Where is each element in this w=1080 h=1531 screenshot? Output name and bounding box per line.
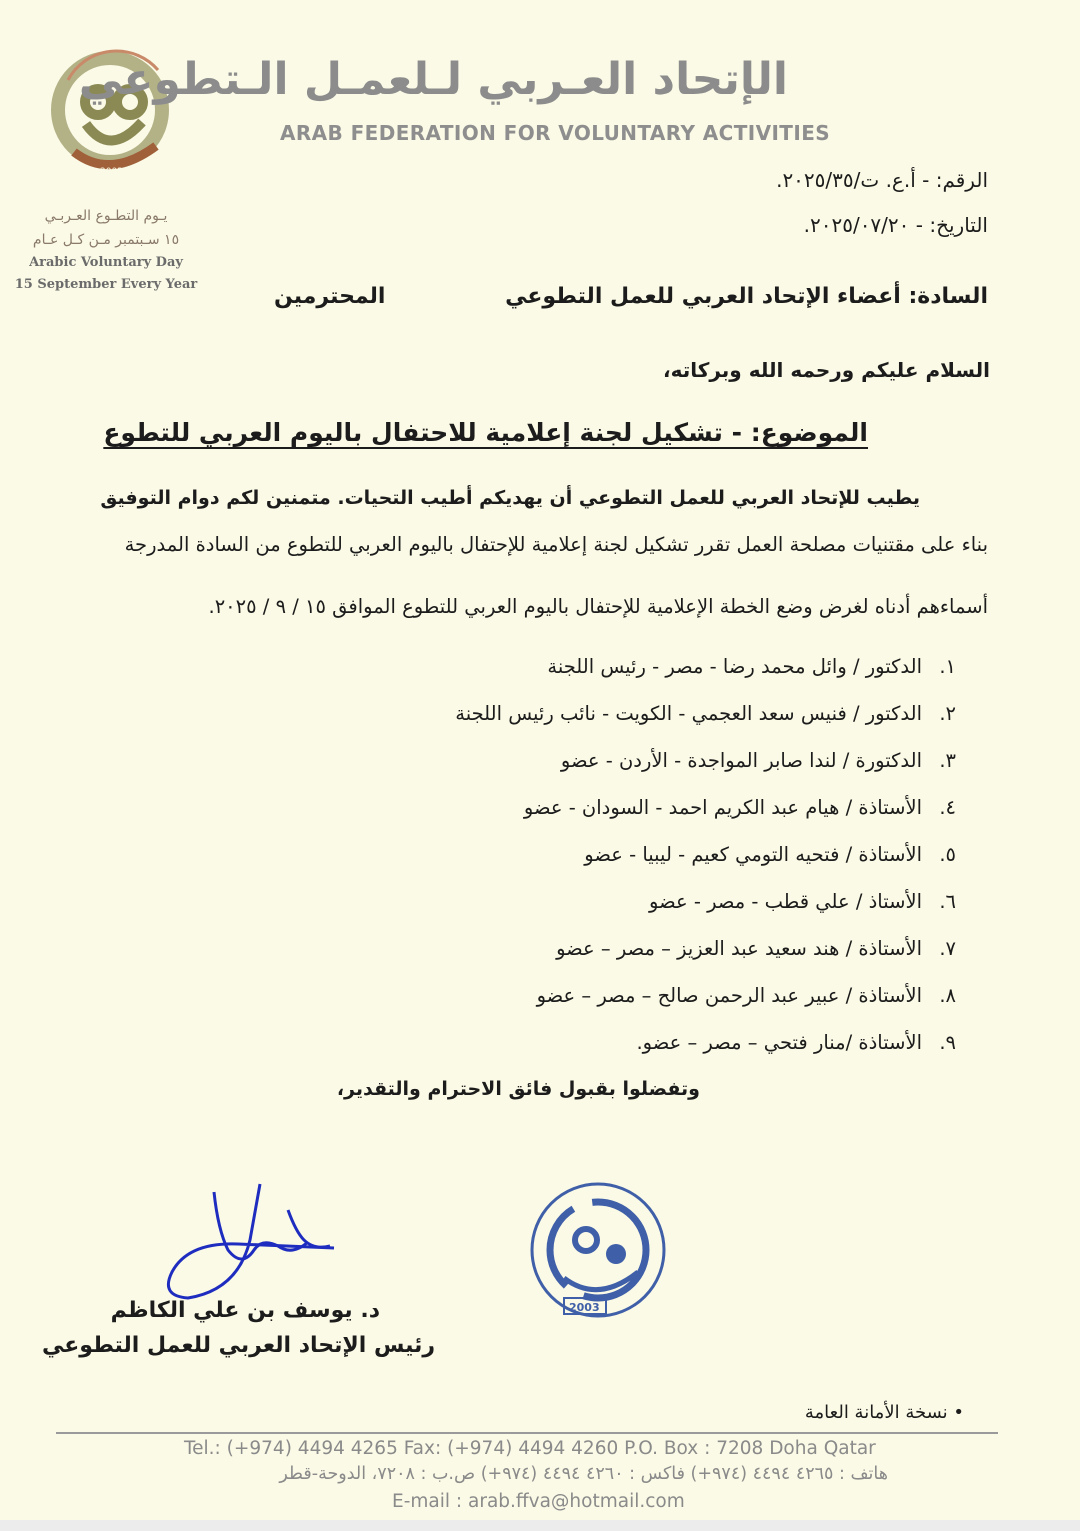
list-item-text: الأستاذة / هند سعيد عبد العزيز – مصر – عضو [556,937,922,960]
org-name-english: ARAB FEDERATION FOR VOLUNTARY ACTIVITIES [280,121,831,145]
handwritten-signature [158,1180,348,1310]
list-item [256,796,956,843]
org-name-arabic: الإتحاد العـربي لـلعمـل الـتطوعي [78,54,788,105]
honorific: المحترمين [274,284,386,309]
list-item-number: ٢. [939,702,956,725]
svg-text:2003: 2003 [569,1301,600,1314]
reference-number: الرقم: - أ.ع. ت/٢٠٢٥/٣٥. [776,168,988,192]
list-item [256,984,956,1031]
intro-line: يطيب للإتحاد العربي للعمل التطوعي أن يهديكم أطيب التحيات. متمنين لكم دوام التوفيق [100,487,920,509]
list-item-number: ٦. [939,890,956,913]
footer-contact-english: Tel.: (+974) 4494 4265 Fax: (+974) 4494 4260 P.O. Box : 7208 Doha Qatar [184,1438,876,1459]
body-paragraph-line1: بناء على مقتنيات مصلحة العمل تقرر تشكيل لجنة إعلامية للإحتفال باليوم العربي للتطوع من السادة المدرجة [124,533,988,556]
list-item-text: الدكتور / فنيس سعد العجمي - الكويت - نائب رئيس اللجنة [455,702,922,725]
list-item [256,655,956,702]
signer-name: د. يوسف بن علي الكاظم [110,1298,380,1323]
list-item [256,702,956,749]
list-item-number: ٩. [939,1031,956,1054]
signer-title: رئيس الإتحاد العربي للعمل التطوعي [42,1333,435,1358]
list-item [256,937,956,984]
subject-line: الموضوع: - تشكيل لجنة إعلامية للاحتفال باليوم العربي للتطوع [103,418,868,447]
list-item-text: الدكتورة / لندا صابر المواجدة - الأردن - عضو [560,749,922,772]
voluntary-day-ar-line2: ١٥ سـبتمبر مـن كـل عـام [32,232,180,248]
list-item-number: ٨. [939,984,956,1007]
svg-text:2003: 2003 [100,167,123,177]
list-item-number: ٧. [939,937,956,960]
list-item-text: الأستاذة / هيام عبد الكريم احمد - السودان - عضو [523,796,922,819]
voluntary-day-ar-line1: يـوم التطـوع العـربـي [44,208,168,224]
copy-to-note: • نسخة الأمانة العامة [804,1402,964,1423]
list-item-number: ١. [939,655,956,678]
body-paragraph-line2: أسماءهم أدناه لغرض وضع الخطة الإعلامية للإحتفال باليوم العربي للتطوع الموافق ١٥ / ٩ / ٢٠٢٥. [208,595,988,618]
voluntary-day-box [10,204,202,296]
closing-line: وتفضلوا بقبول فائق الاحترام والتقدير، [336,1078,700,1100]
addressee: السادة: أعضاء الإتحاد العربي للعمل التطوعي [505,284,988,309]
committee-members-list [256,655,956,1078]
footer-divider [56,1432,998,1434]
list-item [256,749,956,796]
official-stamp [518,1168,678,1333]
page-bottom-edge [0,1520,1080,1531]
list-item-text: الأستاذ / علي قطب - مصر - عضو [649,890,922,913]
list-item [256,890,956,937]
greeting: السلام عليكم ورحمه الله وبركاته، [662,358,990,382]
footer-contact-arabic: هاتف : ٤٢٦٥ ٤٤٩٤ (٩٧٤+) فاكس : ٤٢٦٠ ٤٤٩٤ (٩٧٤+) ص.ب : ٧٢٠٨، الدوحة-قطر [279,1464,888,1484]
list-item-number: ٥. [939,843,956,866]
list-item [256,843,956,890]
list-item-number: ٤. [939,796,956,819]
letter-date: التاريخ: - ٢٠٢٥/٠٧/٢٠. [803,213,988,237]
voluntary-day-en-line2: 15 September Every Year [14,277,198,292]
list-item-number: ٣. [939,749,956,772]
list-item [256,1031,956,1078]
voluntary-day-en-line1: Arabic Voluntary Day [29,255,183,270]
list-item-text: الدكتور / وائل محمد رضا - مصر - رئيس اللجنة [547,655,922,678]
list-item-text: الأستاذة / عبير عبد الرحمن صالح – مصر – عضو [536,984,922,1007]
footer-email: E-mail : arab.ffva@hotmail.com [392,1491,685,1512]
list-item-text: الأستاذة / فتحيه التومي كعيم - ليبيا - عضو [584,843,922,866]
list-item-text: الأستاذة /منار فتحي – مصر – عضو. [636,1031,922,1054]
